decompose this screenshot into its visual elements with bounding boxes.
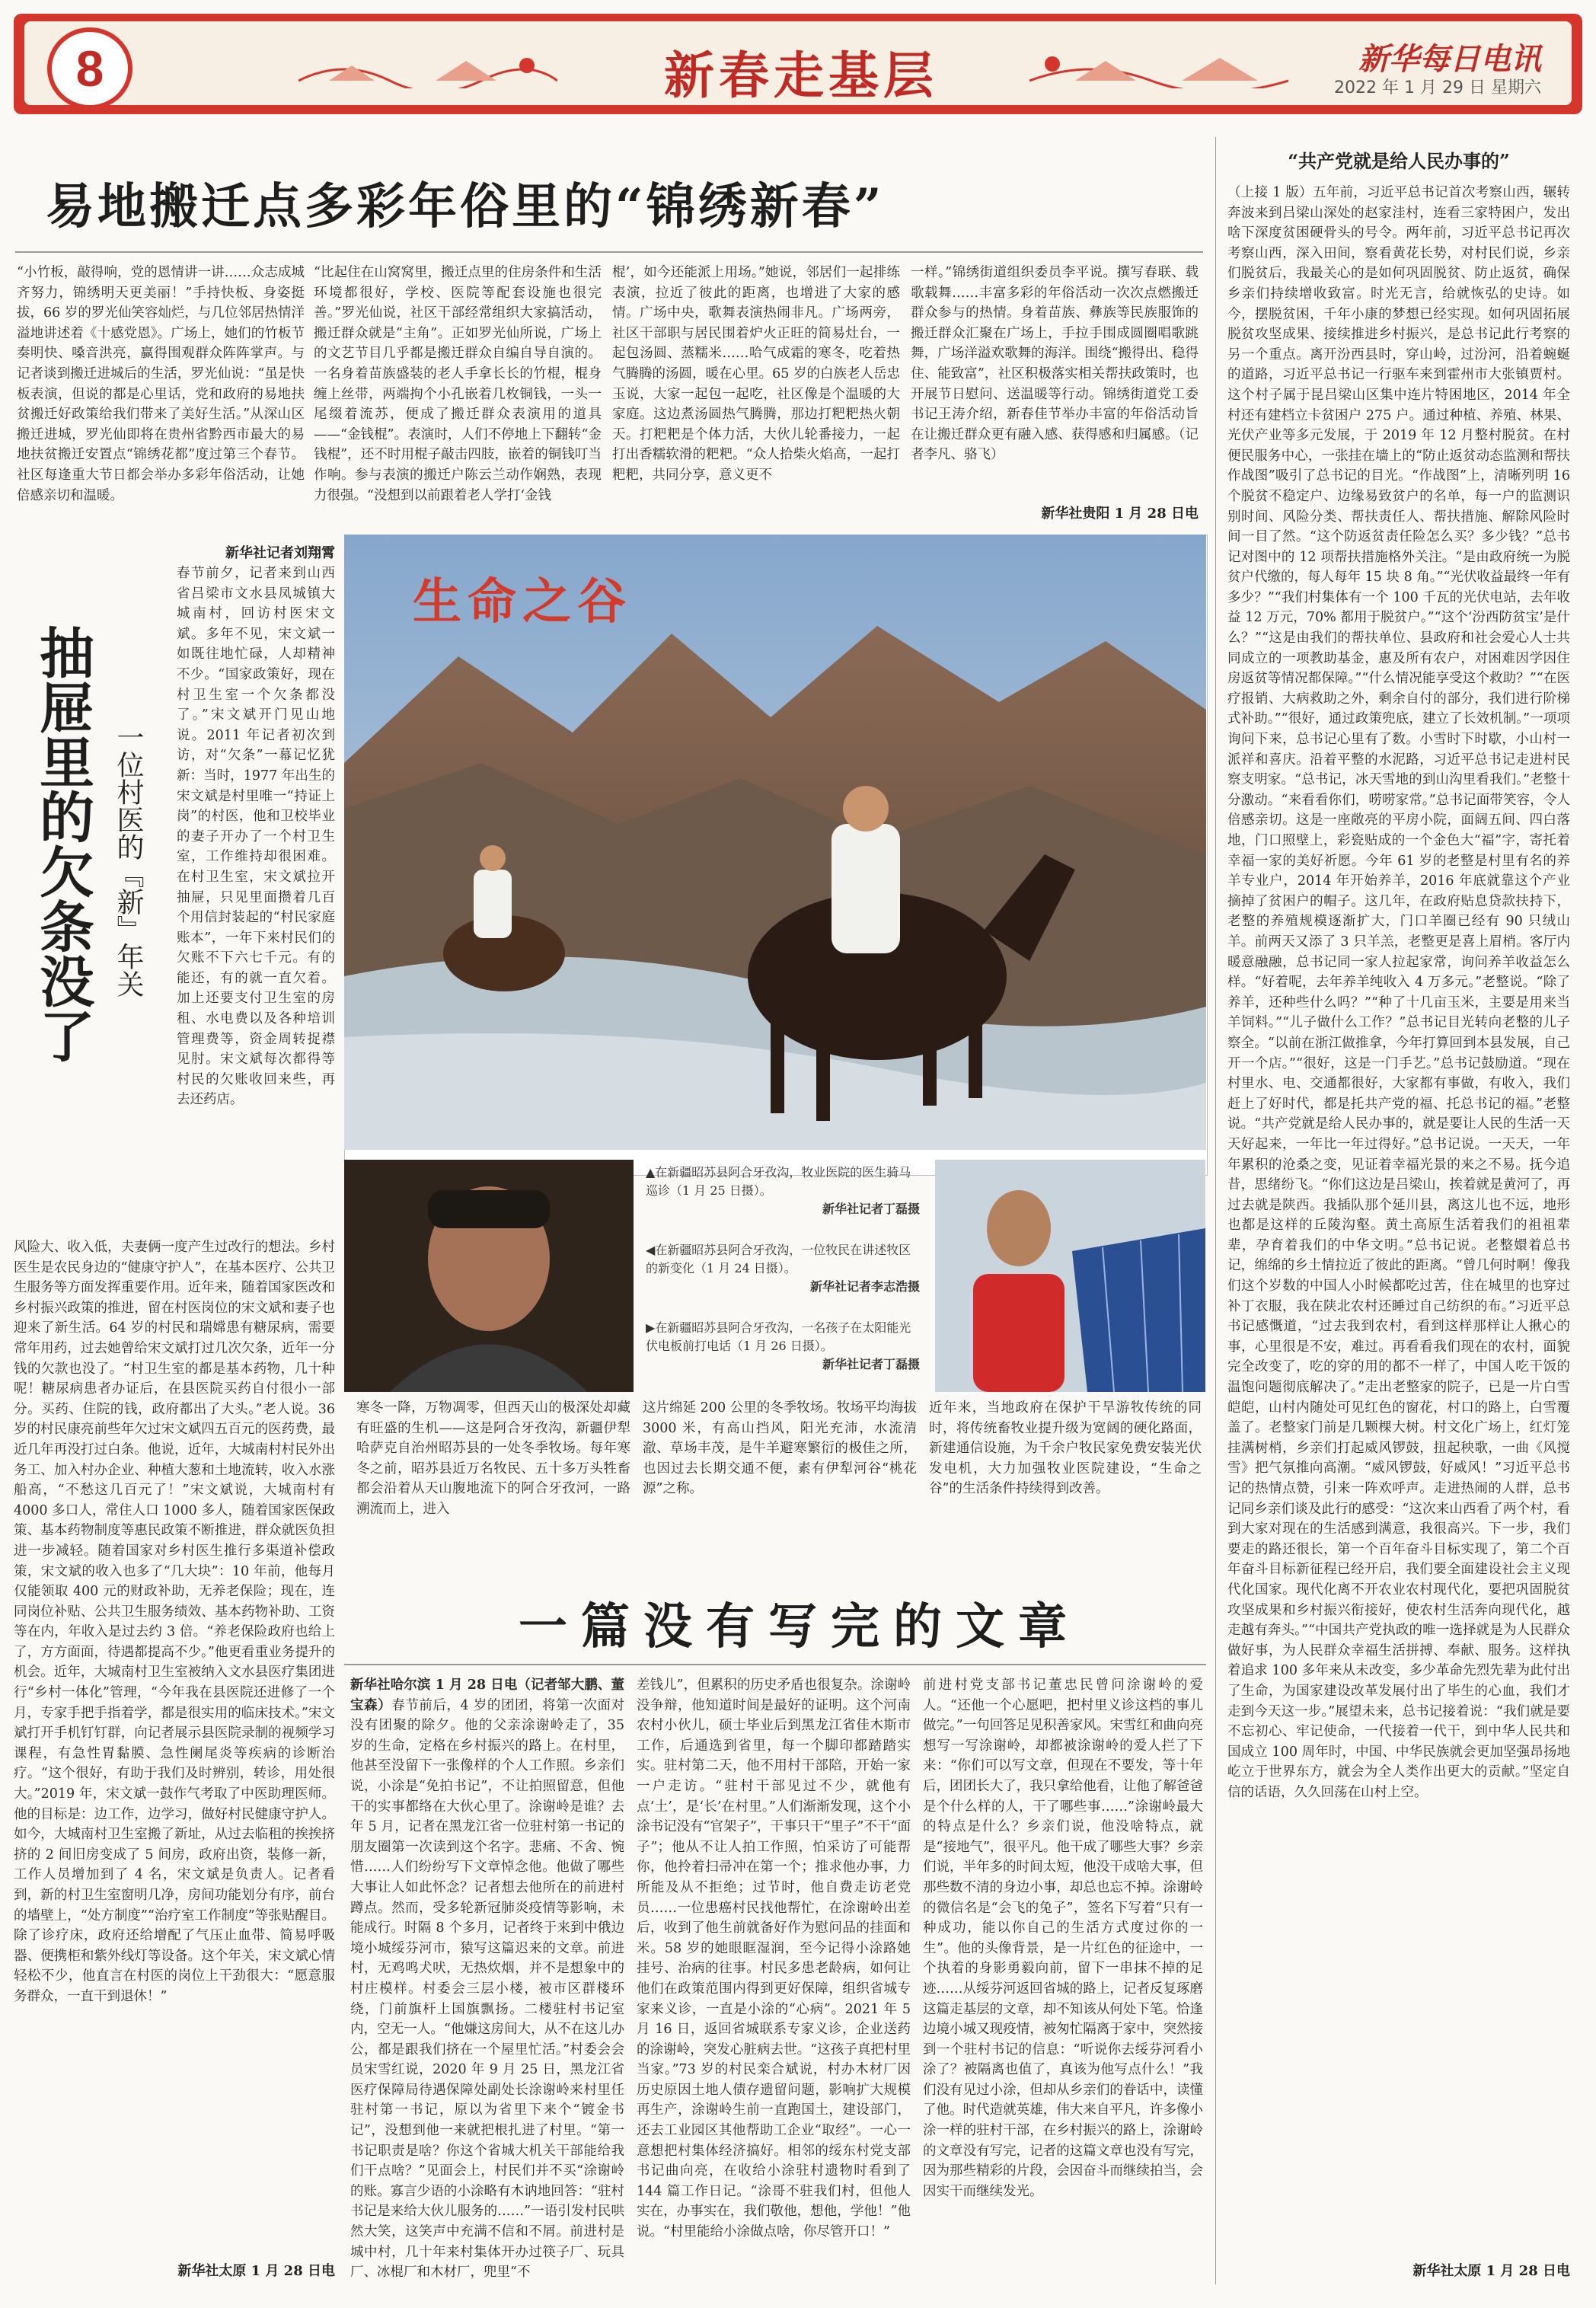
header-panel <box>24 21 1572 105</box>
article2-body-bottom: 风险大、收入低，夫妻俩一度产生过改行的想法。乡村医生是农民身边的“健康守护人”，在基本医疗、公共卫生服务等方面发挥重要作用。近年来，随着国家医改和乡村振兴政策的推进，留在村医岗位的宋文斌和妻子也迎来了新生活。64 岁的村民和瑞嫦患有糖尿病，需要常年用药，过去她曾给宋文斌打过几次欠条，近年一分钱的欠款也没了。“村卫生室的都是基本药物，几十种呢！糖尿病患者办证后，在县医院买药自付很小一部分。买药、住院的钱，政府都出了大头。”老人说。36 岁的村民康亮前些年欠过宋文斌四五百元的医药费，最近几年再没打过白条。他说，近年，大城南村村民外出务工、加入村办企业、种植大葱和土地流转，收入水涨船高，“不愁这几百元了！”宋文斌说，大城南村有 4000 多口人，常住人口 1000 多人，随着国家医保政策、基本药物制度等惠民政策不断推进，群众就医负担进一步减轻。随着国家对乡村医生推行多渠道补偿政策，宋文斌的收入也多了“几大块”：10 年前，他每月仅能领取 400 元的财政补助，无养老保险；现在，连同岗位补贴、公共卫生服务绩效、基本药物补助、工资等在内，年收入是过去约 3 倍。“养老保险政府也给上了，方方面面，待遇都提高不少。”他更看重业务提升的机会。近年，大城南村卫生室被纳入文水县医疗集团进行“乡村一体化”管理，“今年我在县医院还进修了一个月，专家手把手指着学，都是很实用的临床技术。”宋文斌打开手机钉钉群，向记者展示县医院录制的视频学习课程，有急性胃黏膜、急性阑尾炎等疾病的诊断治疗。“这个很好，有助于我们及时辨别，转诊，用处很大。”2019 年，宋文斌一鼓作气考取了中医助理医师。他的目标是：边工作，边学习，做好村民健康守护人。如今，大城南村卫生室搬了新址，从过去临租的挨挨挤挤的 2 间旧房变成了 5 间房，政府出资，装修一新，工作人员增加到了 4 名，宋文斌是负责人。记者看到，新的村卫生室窗明几净，房间功能划分有序，前台的墙壁上，“处方制度”“治疗室工作制度”等张贴醒目。除了诊疗床，政府还给增配了气压止血带、简易呼吸器、便携柜和紫外线灯等设备。这个年关，宋文斌心情轻松不少，他直言在村医的岗位上干劲很大：“愿意服务群众，一直干到退休！” <box>14 1240 335 2004</box>
article2-author: 新华社记者刘翔霄 <box>225 545 335 561</box>
section-title: 新春走基层 <box>664 46 938 105</box>
divider <box>15 251 1203 253</box>
caption-1 <box>646 1164 920 1218</box>
photo-feature-text-1: 寒冬一降，万物凋零，但西天山的极深处却藏有旺盛的生机——这是阿合牙孜沟，新疆伊犁哈萨克自治州昭苏县的一处冬季牧场。每年寒冬之前，昭苏县近万名牧民、五十多万头牲畜都会沿着从天山腹地流下的阿合牙孜河，一路溯流而上，进入 <box>356 1400 630 1517</box>
caption-1-text: ▲在新疆昭苏县阿合牙孜沟，牧业医院的医生骑马巡诊（1 月 25 日摄）。 <box>646 1165 911 1198</box>
divider <box>344 1664 1206 1665</box>
lantern-decoration-icon <box>298 50 557 88</box>
article1-column-2: “比起住在山窝窝里，搬迁点里的住房条件和生活环境都很好，学校、医院等配套设施也很完善。”罗光仙说，社区干部经常组织大家搞活动，搬迁群众就是“主角”。正如罗光仙所说，广场上的文艺节目几乎都是搬迁群众自编自导自演的。一名身着苗族盛装的老人手拿长长的竹棍，棍身缠上丝带，两端拘个小孔嵌着几枚铜钱，一头一尾缀着流苏，便成了搬迁群众表演用的道具——“金钱棍”。表演时，人们不停地上下翻转“金钱棍”，还不时用棍子敲击四肢，嵌着的铜钱叮当作响。参与表演的搬迁户陈云兰动作娴熟，表现力很强。“没想到以前跟着老人学打‘金钱 <box>314 265 602 503</box>
caption-1-credit: 新华社记者丁磊摄 <box>822 1202 920 1216</box>
article3-column-2: 差钱儿”，但累积的历史矛盾也很复杂。涂谢岭没争辩，他知道时间是最好的证明。这个河南农村小伙儿，硕士毕业后到黑龙江省佳木斯市工作，后通选到省里，每一个脚印都踏踏实实。驻村第二天，他不用村干部陪，开始一家一户走访。“驻村干部见过不少，就他有点‘土’，是‘长’在村里。”人们渐渐发现，这个小涂书记没有“官架子”，干事只干“里子”不干“面子”；他从不让人拍工作照，怕采访了可能帮你，他拎着扫帚冲在第一个；推求他办事，力所能及从不拒绝；过节时，他自费走访老党员……一位患癌村民找他帮忙，在涂谢岭出差后，收到了他生前就备好作为慰问品的挂面和米。58 岁的她眼眶湿润，至今记得小涂路她挂号、治病的往事。村民多患老龄病，如何让他们在政策范围内得到更好保障，组织省城专家来义诊，一直是小涂的“心病”。2021 年 5 月 16 日，返回省城联系专家义诊，企业送药的涂谢岭，突发心脏病去世。“这孩子真把村里当家。”73 岁的村民栾合斌说，村办木材厂因历史原因土地人债存遗留问题，影响扩大规模再生产，涂谢岭生前一直跑国土，建设部门，还去工业园区其他帮助工企业“取经”。一心一意想把村集体经济搞好。相邻的绥东村党支部书记曲向亮，在收给小涂驻村遗物时看到了 144 篇工作日记。“涂哥不驻我们村，但他人实在，办事实在，我们敬他，想他，学他！”他说。“村里能给小涂做点啥，你尽管开口！” <box>637 1678 911 2240</box>
photo-child-solar-panel <box>935 1160 1205 1392</box>
article4-body: （上接 1 版）五年前，习近平总书记首次考察山西，辗转奔波来到吕梁山深处的赵家洼村，连看三家特困户，发出啥下深度贫困硬骨头的号令。两年前，习近平总书记再次考察山西，深入田间，察看黄花长势，对村民们说，乡亲们脱贫后，我最关心的是如何巩固脱贫、防止返贫，确保乡亲们持续增收致富。时光无言，给就恢弘的史诗。如今，摆脱贫困，千年小康的梦想已经实现。如何巩固拓展脱贫攻坚成果、接续推进乡村振兴，是总书记此行考察的另一个重点。离开汾西县时，穿山岭，过汾河，沿着蜿蜒的道路，习近平总书记一行驱车来到霍州市大张镇贾村。这个村子属于昆吕梁山区集中连片特困地区，2014 年全村还有建档立卡贫困户 275 户。通过种植、养殖、林果、光伏产业等多元发展，于 2019 年 12 月整村脱贫。在村便民服务中心，一张挂在墙上的“防止返贫动态监测和帮扶作战图”吸引了总书记的目光。“作战图”上，清晰列明 16 个脱贫不稳定户、边缘易致贫户的名单，每一户的监测识别时间、风险分类、帮扶责任人、帮扶措施、解除风险时间一目了然。“这个防返贫责任险怎么买？多少钱？”总书记对图中的 12 项帮扶措施格外关注。“是由政府统一为脱贫户代缴的，每人每年 15 块 8 角。”“光伏收益最终一年有多少？”“我们村集体有一个 100 千瓦的光伏电站，去年收益 12 万元，70% 都用于脱贫户。”“这个‘汾西防贫宝’是什么？”“这是由我们的帮扶单位、县政府和社会爱心人士共同成立的一项教助基金，惠及所有农户，对困难因学因住房返贫等情况都保障。”“什么情况能享受这个救助？”“在医疗报销、大病救助之外，剩余自付的部分，我们进行阶梯式补助。”“很好，通过政策兜底，建立了长效机制。”一项项询问下来，总书记心里有了数。小雪时下时歇，小山村一派祥和喜庆。沿着平整的水泥路，习近平总书记走进村民察支明家。“总书记，冰天雪地的到山沟里看我们。”老整十分激动。“来看看你们，唠唠家常。”总书记面带笑容，令人倍感亲切。这是一座敞亮的平房小院，面阔五间、四白落地，门口照壁上，彩瓷贴成的一个金色大“福”字，寄托着幸福一家的美好祈愿。今年 61 岁的老整是村里有名的养羊专业户，2014 年开始养羊，2016 年底就靠这个产业摘掉了贫困户的帽子。这几年，在政府贴息贷款扶持下，老整的养殖规模逐渐扩大，门口羊圈已经有 90 只绒山羊。前两天又添了 3 只羊羔，老整更是喜上眉梢。客厅内暖意融融，总书记同一家人拉起家常，询问养羊收益怎么样。“好着呢，去年养羊纯收入 4 万多元。”老整说。“除了养羊，还种些什么吗？”“种了十几亩玉米，主要是用来当羊饲料。”“儿子做什么工作？”总书记目光转向老整的儿子察全。“以前在浙江做推拿，今年打算回到本县发展，自己开一个店。”“很好，这是一门手艺。”总书记鼓励道。“现在村里水、电、交通都很好，大家都有事做，有收入，我们赶上了好时代，都是托共产党的福、托总书记的福。”老整说。“共产党就是给人民办事的，就是要让人民的生活一天天好起来，一年比一年过得好。”总书记说。一天天，一年年累积的沧桑之变，见证着幸福光景的来之不易。抚今追昔，思绪纷飞。“你们这边是吕梁山，挨着就是黄河了，再过去就是陕西。我插队那个延川县，离这儿也不远，地形也都是这样的丘陵沟壑。黄土高原生活着我们的祖祖辈辈，孕育着我们的中华文明。”总书记说。老整嬛着总书记，绵绵的乡土情拉近了彼此的距离。“曾几何时啊！像我们这个岁数的中国人小时候都吃过苦，住在城里的也穿过补丁衣服，我在陕北农村还睡过自己纺织的布。”习近平总书记感慨道，“过去我到农村，看到这样那样让人揪心的事，心里很是不安，难过。再看看我们现在的农村，面貌完全改变了，吃的穿的用的都不一样了，中国人吃干饭的温饱问题彻底解决了。”走出老整家的院子，已是一片白雪皑皑，山村内随处可见红色的窗花，村口的路上，白雪覆盖了。老整家门前是几颗棵大树。村文化广场上，红灯笼挂满树梢，乡亲们打起威风锣鼓，扭起秧歌，一曲《风搅雪》把气氛推向高潮。“威风锣鼓，好威风！”习近平总书记的热情点赞，引来一阵欢呼声。走进热闹的人群，总书记同乡亲们谈及此行的感受：“这次来山西看了两个村，看到大家对现在的生活感到满意，我很高兴。下一步，我们要走的路还很长，第一个百年奋斗目标实现了，第二个百年奋斗目标新征程已经开启，我们要全面建设社会主义现代化国家。现代化离不开农业农村现代化，要把巩固脱贫攻坚成果和乡村振兴衔接好，使农村生活奔向现代化，越走越有奔头。”“中国共产党执政的唯一选择就是为人民群众做好事，为人民群众幸福生活拼搏、奉献、服务。这样执着追求 100 多年来从未改变，多少革命先烈先辈为此付出了生命，为国家建设改革发展付出了毕生的心血，我们才走到今天这一步。”展望未来，总书记接着说：“我们就是要不忘初心、牢记使命，一代接着一代干，到中华人民共和国成立 100 周年时，中国、中华民族就会更加坚强昂扬地屹立于世界东方，就会为全人类作出更大的贡献。”坚定自信的话语，久久回荡在山村上空。 <box>1227 185 1570 1800</box>
column-divider <box>1215 137 1216 2284</box>
main-photo-horse-riders <box>344 535 1206 1150</box>
article2-title: 抽屉里的欠条没了 <box>30 624 95 1063</box>
caption-3-text: ▶在新疆昭苏县阿合牙孜沟，一名孩子在太阳能光伏电板前打电话（1 月 26 日摄）。 <box>646 1320 911 1353</box>
caption-3 <box>646 1319 920 1374</box>
article1-column-3: 棍’，如今还能派上用场。”她说，邻居们一起排练表演，拉近了彼此的距离，也增进了大家的感情。广场中央，歌舞表演热闹非凡。广场两旁，社区干部职与居民围着炉火正旺的简易灶台，一起包汤圆、蒸糯米……哈气成霜的寒冬，吃着热气腾腾的汤圆，暖在心里。65 岁的白族老人岳忠玉说，大家一起包一起吃，社区像是个温暖的大家庭。这边煮汤圆热气腾腾，那边打粑粑热火朝天。打粑粑是个体力活，大伙儿轮番接力，一起打出香糯软滑的粑粑。“众人拾柴火焰高，一起打粑粑，共同分享，意义更不 <box>612 265 900 483</box>
newspaper-name: 新华每日电讯 <box>1358 41 1541 77</box>
photo-feature-text-3: 近年来，当地政府在保护干旱游牧传统的同时，将传统畜牧业提升级为宽阔的硬化路面，新建通信设施，为千余户牧民家免费安装光伏发电机，大力加强牧业医院建设，“生命之谷”的生活条件持续得到改善。 <box>929 1400 1202 1497</box>
article2-body-right: 春节前夕，记者来到山西省吕梁市文水县凤城镇大城南村，回访村医宋文斌。多年不见，宋文斌一如既往地忙碌，人却精神不少。“国家政策好，现在村卫生室一个欠条都没了。”宋文斌开门见山地说。2011 年记者初次到访，对“欠条”一幕记忆犹新：当时，1977 年出生的宋文斌是村里唯一“持证上岗”的村医，他和卫校毕业的妻子开办了一个村卫生室，工作维持却很困难。在村卫生室，宋文斌拉开抽屉，只见里面攒着几百个用信封装起的“村民家庭账本”，一年下来村民们的欠账不下六七千元。有的能还，有的就一直欠着。加上还要支付卫生室的房租、水电费以及各种培训管理费等，资金周转捉襟见肘。宋文斌每次都得等村民的欠账收回来些，再去还药店。 <box>177 566 335 1108</box>
article2-byline: 新华社太原 1 月 28 日电 <box>177 2263 335 2279</box>
article3-column-1 <box>350 1675 624 2300</box>
article4-kicker: “共产党就是给人民办事的” <box>1288 150 1510 172</box>
house-decoration-icon <box>1029 50 1288 88</box>
article1-byline: 新华社贵阳 1 月 28 日电 <box>1041 506 1199 522</box>
issue-date: 2022 年 1 月 29 日 星期六 <box>1334 78 1541 97</box>
page-header <box>14 14 1582 114</box>
photo-herdsman <box>344 1160 634 1392</box>
photo-feature-title: 生命之谷 <box>413 574 632 630</box>
caption-2-credit: 新华社记者李志浩摄 <box>809 1279 920 1294</box>
article1-column-4: 一样。”锦绣街道组织委员李平说。撰写春联、载歌载舞……丰富多彩的年俗活动一次次点燃搬迁群众参与的热情。身着苗族、彝族等民族服饰的搬迁群众汇聚在广场上，手拉手围成圆圈唱歌跳舞，广场洋溢欢歌舞的海洋。围绕“搬得出、稳得住、能致富”，社区积极落实相关帮扶政策时，也开展节日慰问、送温暖等行动。锦绣街道党工委书记王涛介绍，新春佳节举办丰富的年俗活动旨在让搬迁群众更有融入感、获得感和归属感。（记者李凡、骆飞） <box>911 265 1199 463</box>
article3-column-1-text: 春节前后，4 岁的团团，将第一次面对没有团聚的除夕。他的父亲涂谢岭走了，35 岁的生命，定格在乡村振兴的路上。在村里，他甚至没留下一张像样的个人工作照。乡亲们说，小涂是“免拍书记”，不让拍照留意，但他干的实事都络在大伙心里了。涂谢岭是谁？去年 5 月，记者在黑龙江省一位驻村第一书记的朋友圈第一次读到这个名字。悲痛、不舍、惋惜……人们纷纷写下文章悼念他。他做了哪些大事让人如此怀念？记者想去他所在的前进村蹲点。然而，受多轮新冠肺炎疫情等影响，未能成行。时隔 8 个多月，记者终于来到中俄边境小城绥芬河市，猿写这篇迟来的文章。前进村，无鸡鸣犬吠，无热炊烟，并不是想象中的村庄模样。村委会三层小楼，被市区群楼环绕，门前旗杆上国旗飘扬。二楼驻村书记室内，空无一人。“他嫌这房间大，从不在这儿办公，都是跟我们挤在一个屋里忙活。”村委会会员宋雪红说，2020 年 9 月 25 日，黑龙江省医疗保障局待遇保障处副处长涂谢岭来村里任驻村第一书记，原以为省里下来个“镀金书记”，没想到他一来就把根扎进了村里。“第一书记职责是啥？你这个省城大机关干部能给我们干点啥？”见面会上，村民们并不买“涂谢岭的账。寡言少语的小涂略有木讷地回答：“驻村书记是来给大伙儿服务的……”一语引发村民哄然大笑，这笑声中充满不信和不屑。前进村是城中村，几十年来村集体开办过筷子厂、玩具厂、冰棍厂和木材厂，兜里“不 <box>350 1697 624 2281</box>
article1-title: 易地搬迁点多彩年俗里的“锦绣新春” <box>46 178 885 235</box>
caption-2-text: ◀在新疆昭苏县阿合牙孜沟，一位牧民在讲述牧区的新变化（1 月 24 日摄）。 <box>646 1243 911 1275</box>
page-number: 8 <box>47 27 132 110</box>
article2-subtitle: 一位村医的『新』年关 <box>113 723 144 998</box>
article1-column-1: “小竹板，敲得响，党的恩情讲一讲……众志成城齐努力，锦绣明天更美丽！”手持快板、身姿挺拔，66 岁的罗光仙笑容灿烂，与几位邻居热情洋溢地讲述着《十感党恩》。广场上，她们的竹板节奏明快、嗓音洪亮，赢得围观群众阵阵掌声。与记者谈到搬迁进城后的生活，罗光仙说：“虽是快板表演，但说的都是心里话，党和政府的易地扶贫搬迁好政策给我们带来了美好生活。”从深山区搬迁进城，罗光仙即将在贵州省黔西市最大的易地扶贫搬迁安置点“锦绣花都”度过第三个春节。社区每逢重大节日都会举办多彩年俗活动，让她倍感亲切和温暖。 <box>17 265 305 503</box>
article3-lead: 新华社哈尔滨 1 月 28 日电（记者邹大鹏、董宝森） <box>350 1678 624 1713</box>
caption-2 <box>646 1241 920 1296</box>
article4-byline: 新华社太原 1 月 28 日电 <box>1412 2263 1570 2279</box>
article3-title: 一篇没有写完的文章 <box>519 1598 1080 1655</box>
article3-column-3: 前进村党支部书记董忠民曾问涂谢岭的爱人。“还他一个心愿吧，把村里义诊这档的事儿做完。”一句回答足见积善家风。宋雪红和曲向亮想写一写涂谢岭，却都被涂谢岭的爱人拦了下来：“你们可以写文章，但现在不要发，等十年后，团团长大了，我只拿给他看，让他了解爸爸是个什么样的人，干了哪些事……”涂谢岭最大的特点是什么？乡亲们说，他没啥特点，就是“接地气”，很平凡。他干成了哪些大事？乡亲们说，半年多的时间太短，他没干成啥大事，但那些数不清的身边小事，却总也忘不掉。涂谢岭的微信名是“会飞的兔子”，签名下写着“只有一种成功，能以你自己的生活方式度过你的一生”。他的头像背景，是一片红色的征途中，一个执着的身影勇毅向前，留下一串抹不掉的足迹……从绥芬河返回省城的路上，记者反复琢磨这篇走基层的文章，却不知该从何处下笔。恰逢边境小城又现疫情，被匆忙隔离于家中，突然接到一个驻村书记的信息：“听说你去绥芬河看小涂了？被隔离也值了，真该为他写点什么！”我们没有见过小涂，但却从乡亲们的眷话中，读懂了他。时代造就英雄，伟大来自平凡，许多像小涂一样的驻村干部，在乡村振兴的路上，涂谢岭的文章没有写完，记者的这篇文章也没有写完，因为那些精彩的片段，会因奋斗而继续拍当，会因实干而继续发光。 <box>923 1678 1203 2199</box>
photo-feature-text-2: 这片绵延 200 公里的冬季牧场。牧场平均海拔 3000 米，有高山挡风，阳光充沛，水流清澈、草场丰茂，是牛羊避寒繁衍的极佳之所，也因过去长期交通不便，素有伊犁河谷“桃花源”之称。 <box>643 1400 917 1497</box>
caption-3-credit: 新华社记者丁磊摄 <box>822 1357 920 1371</box>
